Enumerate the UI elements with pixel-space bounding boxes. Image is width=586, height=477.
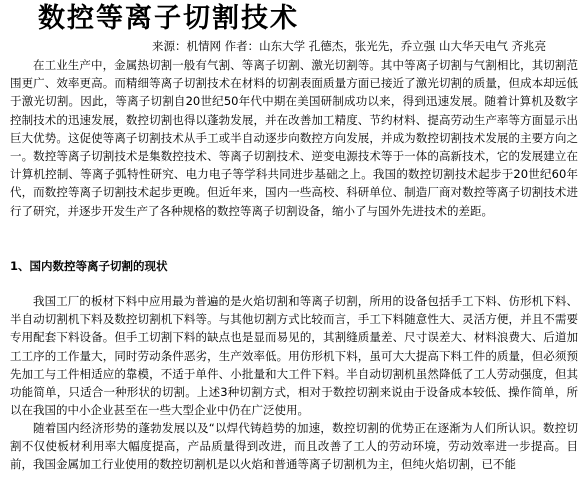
status-paragraph: 我国工厂的板材下料中应用最为普遍的是火焰切割和等离子切割，所用的设备包括手工下料、仿形机下料、半自动切割机下料及数控切割机下料等。与其他切割方式比较而言，手工下料随意性大、灵活方便，并且不需要专用配套下料设备。但手工切割下料的缺点也是显而易见的，其割缝质量差、尺寸误差大、材料浪费大、后道加工工序的工作量大，同时劳动条件恶劣，生产效率低。用仿形机下料，虽可大大提高下料工件的质量，但必须预先加工与工件相适应的靠模，不适于单件、小批量和大工件下料。半自动切割机虽然降低了工人劳动强度，但其功能简单，只适合一种形状的切割。上述3种切割方式，相对于数控切割来说由于设备成本较低、操作简单，所以在我国的中小企业甚至在一些大型企业中仍在广泛使用。 bbox=[10, 294, 578, 418]
trend-paragraph: 随着国内经济形势的蓬勃发展以及“以焊代铸趋势的加速，数控切割的优势正在逐渐为人们所认识。数控切割不仅使板材利用率大幅度提高，产品质量得到改进，而且改善了工人的劳动环境，劳动效率进一步提高。目前，我国金属加工行业使用的数控切割机是以火焰和普通等离子切割机为主，但纯火焰切割，已不能 bbox=[10, 421, 578, 472]
article-title: 数控等离子切割技术 bbox=[38, 3, 299, 34]
intro-paragraph: 在工业生产中，金属热切割一般有气割、等离子切割、激光切割等。其中等离子切割与气割相比，其切割范围更广、效率更高。而精细等离子切割技术在材料的切割表面质量方面已接近了激光切割的质量，但成本却远低于激光切割。因此，等离子切割自20世纪50年代中期在美国研制成功以来，得到迅速发展。随着计算机及数字控制技术的迅速发展，数控切割也得以蓬勃发展，并在改善加工精度、节约材料、提高劳动生产率等方面显示出巨大优势。这促使等离子切割技术从手工或半自动逐步向数控方向发展，并成为数控切割技术发展的主要方向之一。数控等离子切割技术是集数控技术、等离子切割技术、逆变电源技术等于一体的高新技术，它的发展建立在计算机控制、等离子弧特性研究、电力电子等学科共同进步基础之上。我国的数控切割技术起步于20世纪60年代，而数控等离子切割技术起步更晚。但近年来，国内一些高校、科研单位、制造厂商对数控等离子切割技术进行了研究，并逐步开发生产了各种规格的数控等离子切割设备，缩小了与国外先进技术的差距。 bbox=[10, 58, 578, 218]
article-source: 来源：机情网 作者：山东大学 孔德杰，张光先，乔立强 山大华天电气 齐兆亮 bbox=[152, 39, 547, 53]
section-heading: 1、国内数控等离子切割的现状 bbox=[10, 259, 168, 273]
